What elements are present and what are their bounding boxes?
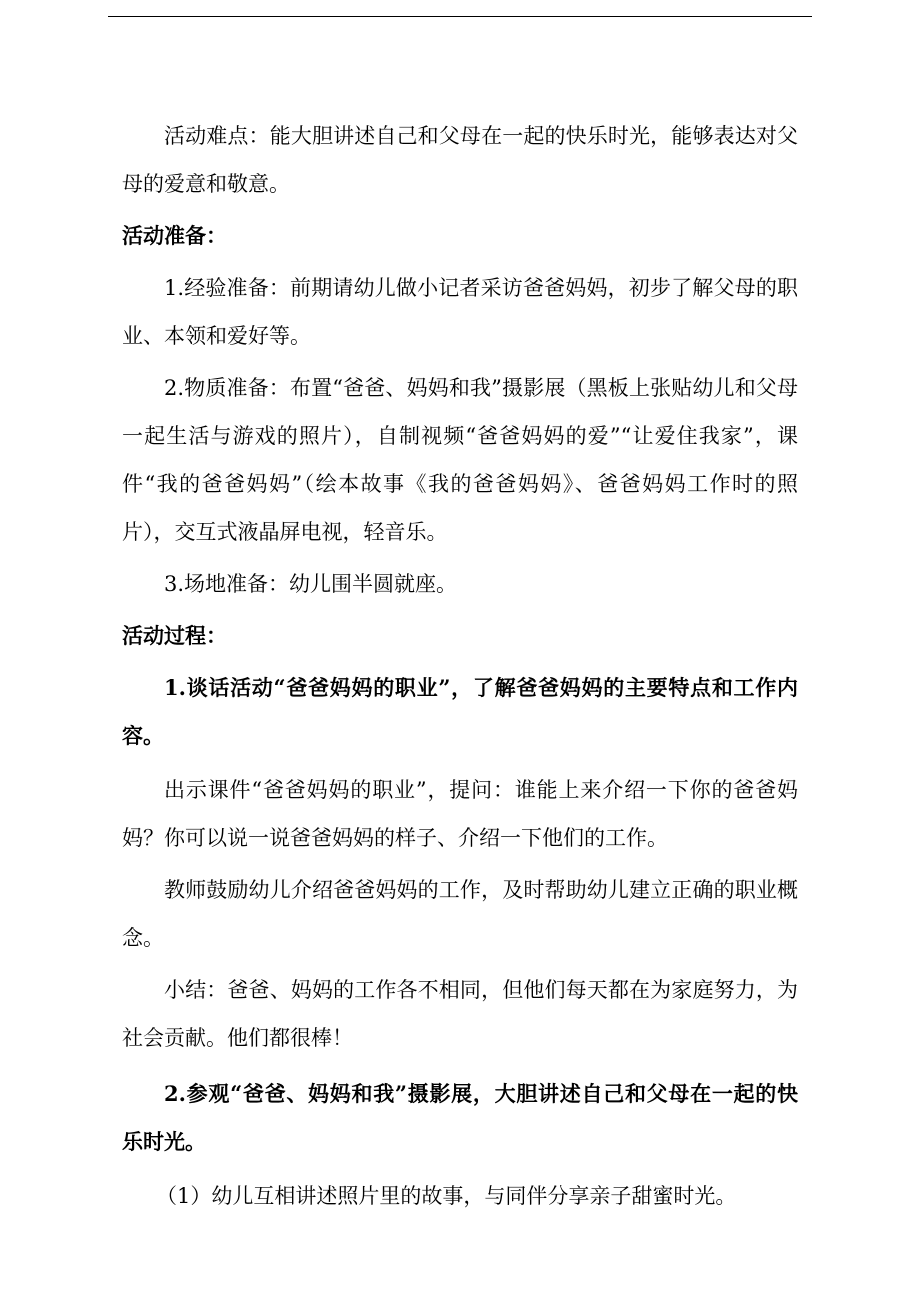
prep-item-materials: 2.物质准备：布置“爸爸、妈妈和我”摄影展（黑板上张贴幼儿和父母一起生活与游戏的照片），自制视频“爸爸妈妈的爱”“让爱住我家”，课件“我的爸爸妈妈”（绘本故事《我的爸爸妈妈》、爸爸妈妈工作时的照片），交互式液晶屏电视，轻音乐。 (122, 376, 798, 544)
step-1-paragraph-teacher: 教师鼓励幼儿介绍爸爸妈妈的工作，及时帮助幼儿建立正确的职业概念。 (122, 878, 798, 950)
step-1-paragraph-courseware: 出示课件“爸爸妈妈的职业”，提问：谁能上来介绍一下你的爸爸妈妈？你可以说一说爸爸妈妈的样子、介绍一下他们的工作。 (122, 778, 798, 850)
header-rule (108, 16, 812, 17)
preparation-heading: 活动准备： (122, 223, 227, 248)
step-1-paragraph-summary: 小结：爸爸、妈妈的工作各不相同，但他们每天都在为家庭努力，为社会贡献。他们都很棒！ (122, 978, 798, 1050)
document-body (122, 112, 798, 1220)
prep-item-experience: 1.经验准备：前期请幼儿做小记者采访爸爸妈妈，初步了解父母的职业、本领和爱好等。 (122, 276, 798, 348)
difficulty-paragraph: 活动难点：能大胆讲述自己和父母在一起的快乐时光，能够表达对父母的爱意和敬意。 (122, 124, 798, 196)
step-1-title: 1.谈话活动“爸爸妈妈的职业”，了解爸爸妈妈的主要特点和工作内容。 (122, 675, 798, 748)
step-2-sub-item-1: （1）幼儿互相讲述照片里的故事，与同伴分享亲子甜蜜时光。 (156, 1184, 737, 1208)
step-2-title: 2.参观“爸爸、妈妈和我”摄影展，大胆讲述自己和父母在一起的快乐时光。 (122, 1081, 798, 1154)
prep-item-venue: 3.场地准备：幼儿围半圆就座。 (164, 572, 458, 596)
process-heading: 活动过程： (122, 623, 227, 648)
